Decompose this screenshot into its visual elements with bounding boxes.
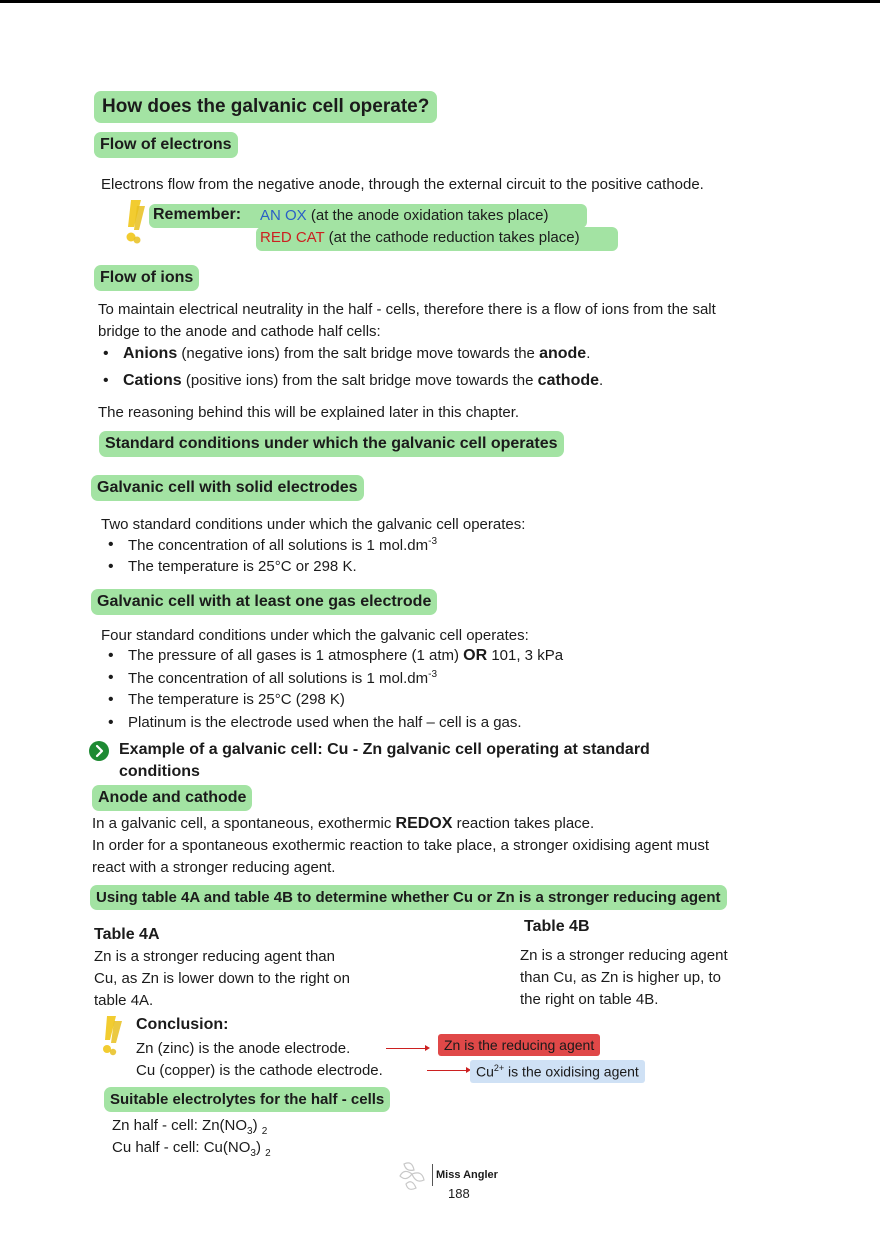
chip-oxidising-agent xyxy=(470,1060,645,1083)
cu-electrolyte-sub-2: 2 xyxy=(265,1148,271,1159)
solid-bullet-temperature: • The temperature is 25°C or 298 K. xyxy=(128,558,357,575)
heading-solid-electrodes: Galvanic cell with solid electrodes xyxy=(91,475,364,501)
an-ox-text: AN OX xyxy=(260,207,307,224)
ions-bullet-cations: • Cations (positive ions) from the salt bridge move towards the cathode. xyxy=(123,372,603,390)
page-title: How does the galvanic cell operate? xyxy=(94,91,437,123)
gas-bullet-temperature: • The temperature is 25°C (298 K) xyxy=(128,691,345,708)
gas-pressure-text: The pressure of all gases is 1 atmosphere (1 atm) xyxy=(128,647,464,664)
heading-using-tables: Using table 4A and table 4B to determine whether Cu or Zn is a stronger reducing agent xyxy=(90,885,727,910)
redox-text-end: reaction takes place. xyxy=(452,815,595,832)
heading-standard-conditions: Standard conditions under which the galvanic cell operates xyxy=(99,431,564,457)
red-cat-line xyxy=(260,229,580,246)
chip-reducing-agent: Zn is the reducing agent xyxy=(438,1034,600,1056)
anions-label: Anions xyxy=(123,345,178,362)
page-number: 188 xyxy=(448,1186,470,1201)
table-4a-line-1: Zn is a stronger reducing agent than xyxy=(94,948,335,965)
cu-electrolyte-text: Cu half - cell: Cu(NO xyxy=(112,1139,251,1156)
anions-target: anode xyxy=(539,345,587,362)
gas-pressure-or: OR xyxy=(463,647,488,664)
chevron-right-circle-icon xyxy=(88,740,110,762)
heading-electrolytes: Suitable electrolytes for the half - cells xyxy=(104,1087,390,1112)
reasoning-text: The reasoning behind this will be explained later in this chapter. xyxy=(98,404,520,421)
footer-brand: Miss Angler xyxy=(436,1169,498,1181)
solid-concentration-exponent: -3 xyxy=(428,536,438,547)
example-heading-line-2: conditions xyxy=(119,763,200,780)
gas-concentration-text: The concentration of all solutions is 1 mol.dm xyxy=(128,670,429,687)
cations-text: (positive ions) from the salt bridge move towards the xyxy=(181,372,538,389)
exclamation-icon xyxy=(92,1013,132,1059)
solid-intro: Two standard conditions under which the galvanic cell operates: xyxy=(101,516,526,533)
red-cat-explanation: (at the cathode reduction takes place) xyxy=(324,229,580,246)
electrolyte-cu xyxy=(112,1137,271,1165)
gas-intro: Four standard conditions under which the galvanic cell operates: xyxy=(101,627,529,644)
heading-flow-of-electrons: Flow of electrons xyxy=(94,132,238,158)
page-top-border xyxy=(0,0,880,3)
solid-concentration-text: The concentration of all solutions is 1 mol.dm xyxy=(128,537,429,554)
gas-concentration-exponent: -3 xyxy=(428,669,438,680)
cu-electrolyte-paren: ) xyxy=(255,1139,261,1156)
exclamation-icon xyxy=(114,196,154,248)
heading-anode-cathode: Anode and cathode xyxy=(92,785,252,811)
heading-flow-of-ions: Flow of ions xyxy=(94,265,199,291)
anions-text: (negative ions) from the salt bridge move towards the xyxy=(177,345,540,362)
zn-electrolyte-sub-3: 3 xyxy=(247,1126,253,1137)
cations-label: Cations xyxy=(123,372,182,389)
red-cat-text: RED CAT xyxy=(260,229,325,246)
oxidising-agent-charge: 2+ xyxy=(493,1063,505,1073)
zn-electrolyte-sub-2: 2 xyxy=(261,1126,268,1137)
table-4a-line-3: table 4A. xyxy=(94,992,154,1009)
arrow-right-icon xyxy=(386,1048,428,1049)
table-4b-line-1: Zn is a stronger reducing agent xyxy=(520,947,728,964)
redox-text-start: In a galvanic cell, a spontaneous, exothermic xyxy=(92,815,396,832)
heading-gas-electrode: Galvanic cell with at least one gas electrode xyxy=(91,589,437,615)
an-ox-line xyxy=(260,207,549,224)
zn-electrolyte-text: Zn half - cell: Zn(NO xyxy=(112,1117,248,1134)
an-ox-explanation: (at the anode oxidation takes place) xyxy=(306,207,549,224)
electrons-flow-text: Electrons flow from the negative anode, through the external circuit to the positive cathode. xyxy=(101,176,704,193)
footer-divider xyxy=(432,1164,433,1186)
anode-cathode-line-2: In order for a spontaneous exothermic reaction to take place, a stronger oxidising agent must xyxy=(92,837,710,854)
oxidising-agent-ion: Cu xyxy=(476,1063,494,1080)
solid-bullet-concentration xyxy=(128,536,437,554)
zn-electrolyte-paren: ) xyxy=(252,1117,258,1134)
gas-bullet-pressure xyxy=(128,647,563,665)
ions-text-line-1: To maintain electrical neutrality in the half - cells, therefore there is a flow of ions from the salt xyxy=(98,301,716,318)
table-4b-line-2: than Cu, as Zn is higher up, to xyxy=(520,969,721,986)
cu-electrolyte-sub-3: 3 xyxy=(250,1148,256,1159)
logo-icon xyxy=(394,1158,430,1196)
oxidising-agent-text: is the oxidising agent xyxy=(504,1063,639,1080)
ions-bullet-anions: • Anions (negative ions) from the salt bridge move towards the anode. xyxy=(123,345,590,363)
anode-cathode-line-1 xyxy=(92,813,594,835)
table-4b-title: Table 4B xyxy=(524,918,590,935)
conclusion-label: Conclusion: xyxy=(136,1016,229,1033)
ions-text-line-2: bridge to the anode and cathode half cells: xyxy=(98,323,381,340)
redox-keyword: REDOX xyxy=(395,815,453,832)
table-4a-title: Table 4A xyxy=(94,926,160,943)
arrow-right-icon xyxy=(427,1070,469,1071)
example-heading-line-1: Example of a galvanic cell: Cu - Zn galvanic cell operating at standard xyxy=(119,741,650,758)
conclusion-line-2: Cu (copper) is the cathode electrode. xyxy=(136,1062,383,1079)
table-4a-line-2: Cu, as Zn is lower down to the right on xyxy=(94,970,350,987)
conclusion-line-1: Zn (zinc) is the anode electrode. xyxy=(136,1040,351,1057)
remember-label: Remember: xyxy=(153,206,242,223)
gas-pressure-kpa: 101, 3 kPa xyxy=(487,647,564,664)
anode-cathode-line-3: react with a stronger reducing agent. xyxy=(92,859,336,876)
gas-bullet-platinum: • Platinum is the electrode used when the half – cell is a gas. xyxy=(128,714,522,731)
gas-bullet-concentration xyxy=(128,669,437,687)
table-4b-line-3: the right on table 4B. xyxy=(520,991,659,1008)
cations-target: cathode xyxy=(537,372,600,389)
